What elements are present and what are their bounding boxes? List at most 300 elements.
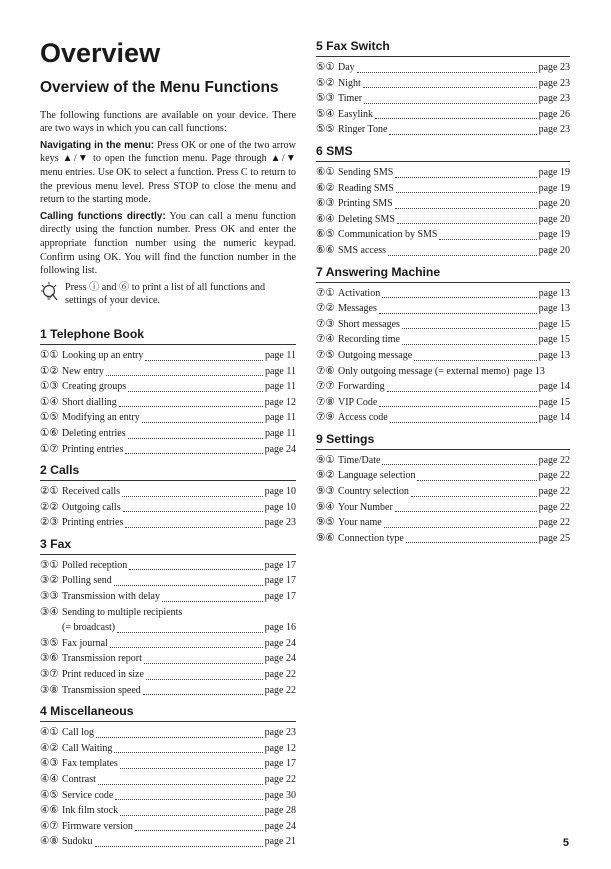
dot-leader <box>162 601 263 602</box>
menu-entry-list <box>316 286 570 426</box>
page-reference: page 20 <box>538 244 570 256</box>
function-number: ①① <box>40 348 59 361</box>
page-reference: page 20 <box>538 213 570 225</box>
function-number: ⑦⑥ <box>316 364 335 377</box>
menu-entry <box>316 227 570 243</box>
function-label: Ink film stock <box>62 805 119 817</box>
page-reference: page 19 <box>538 166 570 178</box>
page-reference: page 15 <box>538 318 570 330</box>
function-number: ⑤② <box>316 76 335 89</box>
function-label: SMS access <box>338 244 387 256</box>
menu-entry <box>40 741 296 757</box>
dot-leader <box>146 679 263 680</box>
function-number: ④⑧ <box>40 835 59 848</box>
dot-leader <box>96 737 263 738</box>
page-reference: page 13 <box>538 287 570 299</box>
function-label: Looking up an entry <box>62 349 144 361</box>
menu-entry <box>40 589 296 605</box>
dot-leader <box>129 569 262 570</box>
menu-entry <box>40 484 296 500</box>
function-label: Polling send <box>62 575 112 587</box>
dot-leader <box>122 496 263 497</box>
menu-entry <box>316 301 570 317</box>
dot-leader <box>117 632 262 633</box>
menu-entry <box>40 410 296 426</box>
page-reference: page 17 <box>264 758 296 770</box>
dot-leader <box>414 360 536 361</box>
page-reference: page 17 <box>264 591 296 603</box>
function-number: ④⑤ <box>40 788 59 801</box>
function-number: ①⑦ <box>40 442 59 455</box>
page-reference: page 22 <box>538 517 570 529</box>
menu-entry-continued <box>40 620 296 636</box>
function-label: Deleting SMS <box>338 213 395 225</box>
nav-paragraph <box>40 139 296 207</box>
function-number: ③③ <box>40 590 59 603</box>
nav-label: Navigating in the menu: <box>40 139 155 151</box>
page-reference: page 23 <box>264 517 296 529</box>
function-number: ⑦⑧ <box>316 395 335 408</box>
function-number: ⑨⑥ <box>316 531 335 544</box>
menu-entry-list <box>316 453 570 547</box>
dot-leader <box>145 360 263 361</box>
dot-leader <box>114 585 263 586</box>
function-label: Access code <box>338 412 388 424</box>
menu-entry <box>316 348 570 364</box>
function-label: Outgoing message <box>338 349 413 361</box>
page-reference: page 23 <box>538 124 570 136</box>
page-reference: page 17 <box>264 559 296 571</box>
dot-leader <box>382 297 536 298</box>
dot-leader <box>95 846 263 847</box>
function-label: Sending to multiple recipients <box>62 606 183 618</box>
page-reference: page 28 <box>264 805 296 817</box>
menu-entry-list <box>40 348 296 457</box>
page-reference: page 11 <box>264 365 296 377</box>
function-number: ③① <box>40 558 59 571</box>
function-label: Only outgoing message (= external memo) <box>338 365 510 377</box>
function-label: Communication by SMS <box>338 229 438 241</box>
dot-leader <box>396 192 537 193</box>
function-number: ③② <box>40 574 59 587</box>
dot-leader <box>144 663 263 664</box>
dot-leader <box>119 406 263 407</box>
dot-leader <box>375 118 537 119</box>
page-reference: page 13 <box>513 365 545 377</box>
menu-entry <box>40 651 296 667</box>
function-label: Printing SMS <box>338 198 393 210</box>
dot-leader <box>411 496 537 497</box>
page-reference: page 22 <box>538 486 570 498</box>
menu-entry <box>316 60 570 76</box>
menu-entry <box>316 332 570 348</box>
menu-entry <box>40 442 296 458</box>
section-heading: 5 Fax Switch <box>316 39 390 53</box>
section-subtitle: Overview of the Menu Functions <box>40 79 279 97</box>
right-column <box>316 38 570 551</box>
function-number: ⑥② <box>316 181 335 194</box>
dot-leader <box>142 422 263 423</box>
menu-entry <box>316 91 570 107</box>
function-number: ①④ <box>40 395 59 408</box>
menu-entry <box>316 286 570 302</box>
section-divider <box>40 344 296 345</box>
dot-leader <box>389 134 536 135</box>
function-number: ①② <box>40 364 59 377</box>
menu-entry <box>316 500 570 516</box>
function-number: ③⑧ <box>40 683 59 696</box>
function-label: Timer <box>338 93 363 105</box>
section-heading: 6 SMS <box>316 143 353 158</box>
function-number: ⑦⑨ <box>316 411 335 424</box>
function-label: Fax journal <box>62 637 108 649</box>
dot-leader <box>106 375 263 376</box>
function-label: Ringer Tone <box>338 124 388 136</box>
menu-entry <box>40 379 296 395</box>
menu-entry <box>40 515 296 531</box>
dot-leader <box>388 255 537 256</box>
function-label: Outgoing calls <box>62 501 121 513</box>
function-number: ③⑦ <box>40 668 59 681</box>
menu-entry <box>40 573 296 589</box>
function-label-continued: (= broadcast) <box>62 622 116 634</box>
page-reference: page 15 <box>538 334 570 346</box>
section-heading: 1 Telephone Book <box>40 326 145 341</box>
page-reference: page 23 <box>538 77 570 89</box>
function-label: Contrast <box>62 774 96 786</box>
menu-entry <box>316 122 570 138</box>
menu-entry <box>40 500 296 516</box>
page-reference: page 10 <box>264 486 296 498</box>
function-label: Recording time <box>338 334 400 346</box>
function-label: Creating groups <box>62 381 127 393</box>
menu-entry <box>40 426 296 442</box>
function-label: Polled reception <box>62 559 128 571</box>
function-label: Day <box>338 62 355 73</box>
page-reference: page 24 <box>264 443 296 455</box>
menu-entry <box>316 196 570 212</box>
dot-leader <box>135 830 263 831</box>
function-number: ⑨⑤ <box>316 516 335 529</box>
function-label: Call log <box>62 727 94 739</box>
section-divider <box>40 480 296 481</box>
function-label: Call Waiting <box>62 742 113 754</box>
function-number: ④⑦ <box>40 819 59 832</box>
page-reference: page 10 <box>264 501 296 513</box>
function-label: VIP Code <box>338 396 378 408</box>
function-label: Short dialling <box>62 396 117 408</box>
section-heading: 3 Fax <box>40 536 72 551</box>
function-number: ⑥⑥ <box>316 243 335 256</box>
menu-entry <box>40 364 296 380</box>
page-reference: page 11 <box>264 381 296 393</box>
tip-icon <box>40 281 60 311</box>
dot-leader <box>143 694 263 695</box>
function-label: Your Number <box>338 501 393 513</box>
function-label: Deleting entries <box>62 427 126 439</box>
menu-entry <box>40 788 296 804</box>
function-number: ③④ <box>40 605 59 618</box>
dot-leader <box>125 453 262 454</box>
menu-entry <box>40 819 296 835</box>
direct-label: Calling functions directly: <box>40 210 166 222</box>
dot-leader <box>395 511 537 512</box>
function-label: Short messages <box>338 318 400 330</box>
dot-leader <box>128 438 263 439</box>
left-column <box>40 38 296 855</box>
menu-entry <box>40 725 296 741</box>
function-label: Service code <box>62 789 114 801</box>
dot-leader <box>417 480 536 481</box>
section-divider <box>316 56 570 57</box>
function-label: Printing entries <box>62 517 124 529</box>
page-reference: page 19 <box>538 182 570 194</box>
menu-entry <box>40 558 296 574</box>
function-number: ⑦⑤ <box>316 348 335 361</box>
function-label: Activation <box>338 287 381 299</box>
function-number: ②① <box>40 485 59 498</box>
dot-leader <box>114 752 262 753</box>
menu-entry <box>316 165 570 181</box>
dot-leader <box>382 464 536 465</box>
tip-box <box>40 281 296 311</box>
function-label: Sudoku <box>62 836 93 848</box>
function-label: Time/Date <box>338 454 381 466</box>
function-number: ⑤③ <box>316 92 335 105</box>
page-reference: page 22 <box>538 454 570 466</box>
dot-leader <box>123 511 263 512</box>
function-number: ⑨③ <box>316 485 335 498</box>
page-reference: page 11 <box>264 349 296 361</box>
menu-entry <box>316 107 570 123</box>
intro-paragraph: The following functions are available on your device. There are two ways in which you can call functions: <box>40 109 296 135</box>
menu-entry <box>316 379 570 395</box>
menu-entry <box>40 605 296 621</box>
menu-entry-list <box>316 60 570 138</box>
dot-leader <box>120 768 263 769</box>
menu-entry <box>316 395 570 411</box>
function-label: Printing entries <box>62 443 124 455</box>
dot-leader <box>364 103 537 104</box>
page-reference: page 12 <box>264 396 296 408</box>
dot-leader <box>125 527 262 528</box>
menu-entry <box>316 515 570 531</box>
function-number: ⑤① <box>316 61 335 73</box>
dot-leader <box>379 406 536 407</box>
page-reference: page 26 <box>538 108 570 120</box>
function-label: Transmission speed <box>62 684 141 696</box>
function-number: ①⑤ <box>40 411 59 424</box>
dot-leader <box>402 328 537 329</box>
section-divider <box>316 161 570 162</box>
page-reference: page 22 <box>264 774 296 786</box>
menu-entry-list <box>40 725 296 850</box>
section-divider <box>316 449 570 450</box>
function-number: ⑤⑤ <box>316 123 335 136</box>
function-label: New entry <box>62 365 104 377</box>
dot-leader <box>120 815 263 816</box>
nav-text: Press OK or one of the two arrow keys ▲/▼ to open the function menu. Page through ▲/▼ menu entries. Use OK to select a function. Press C to return to the previous menu level. Press STOP to close the menu and return to the starting mode. <box>40 139 297 206</box>
function-number: ③⑥ <box>40 652 59 665</box>
page-reference: page 11 <box>264 427 296 439</box>
section-heading: 2 Calls <box>40 463 80 478</box>
function-number: ①③ <box>40 380 59 393</box>
function-number: ⑥⑤ <box>316 228 335 241</box>
function-number: ④③ <box>40 757 59 770</box>
page-reference: page 20 <box>538 198 570 210</box>
section-divider <box>316 282 570 283</box>
function-number: ⑤④ <box>316 107 335 120</box>
page-reference: page 25 <box>538 532 570 544</box>
dot-leader <box>384 527 537 528</box>
page-reference: page 30 <box>264 789 296 801</box>
function-label: Night <box>338 77 361 89</box>
menu-entry-list <box>40 484 296 531</box>
page-reference: page 17 <box>264 575 296 587</box>
page-reference: page 24 <box>264 637 296 649</box>
function-number: ⑨④ <box>316 500 335 513</box>
menu-entry <box>40 772 296 788</box>
page-reference: page 23 <box>538 93 570 105</box>
function-number: ⑨② <box>316 469 335 482</box>
menu-entry <box>40 636 296 652</box>
page-reference: page 22 <box>264 669 296 681</box>
function-label: Forwarding <box>338 381 385 393</box>
page-reference: page 23 <box>538 62 570 73</box>
dot-leader <box>379 313 537 314</box>
dot-leader <box>363 87 537 88</box>
function-label: Your name <box>338 517 382 529</box>
function-number: ②② <box>40 500 59 513</box>
function-label: Language selection <box>338 470 416 482</box>
dot-leader <box>387 391 537 392</box>
page-reference: page 14 <box>538 381 570 393</box>
function-number: ⑨① <box>316 453 335 466</box>
menu-entry <box>40 834 296 850</box>
dot-leader <box>128 391 263 392</box>
dot-leader <box>110 647 263 648</box>
function-number: ⑥① <box>316 165 335 178</box>
function-label: Easylink <box>338 108 373 120</box>
function-label: Country selection <box>338 486 409 498</box>
dot-leader <box>439 239 536 240</box>
page-reference: page 19 <box>538 229 570 241</box>
function-number: ②③ <box>40 516 59 529</box>
menu-entry <box>316 76 570 92</box>
menu-entry <box>316 484 570 500</box>
page-reference: page 13 <box>538 303 570 315</box>
direct-text: You can call a menu function directly using the function number. Press OK and enter the appropriate function number using the numeric keypad. Confirm using OK. You will find the function number in the following list. <box>40 210 296 277</box>
function-label: Print reduced in size <box>62 669 144 681</box>
page-reference: page 16 <box>264 622 296 634</box>
menu-entry-list <box>40 558 296 698</box>
dot-leader <box>115 799 262 800</box>
menu-entry <box>316 453 570 469</box>
page-reference: page 22 <box>538 501 570 513</box>
function-label: Modifying an entry <box>62 412 140 424</box>
menu-entry <box>316 410 570 426</box>
function-number: ④⑥ <box>40 804 59 817</box>
function-label: Reading SMS <box>338 182 394 194</box>
function-label: Fax templates <box>62 758 118 770</box>
function-number: ④① <box>40 726 59 739</box>
dot-leader <box>390 422 537 423</box>
page-reference: page 24 <box>264 653 296 665</box>
function-label: Transmission with delay <box>62 591 160 603</box>
function-number: ⑥④ <box>316 212 335 225</box>
function-number: ①⑥ <box>40 426 59 439</box>
function-number: ⑦① <box>316 286 335 299</box>
function-label: Connection type <box>338 532 404 544</box>
menu-entry <box>316 212 570 228</box>
menu-entry <box>316 243 570 259</box>
function-number: ⑦⑦ <box>316 380 335 393</box>
function-label: Messages <box>338 303 377 315</box>
menu-entry <box>40 348 296 364</box>
page-title: Overview <box>40 38 161 68</box>
menu-entry <box>316 468 570 484</box>
dot-leader <box>395 177 536 178</box>
section-divider <box>40 721 296 722</box>
menu-entry-list <box>316 165 570 259</box>
menu-entry <box>316 531 570 547</box>
menu-entry <box>40 667 296 683</box>
menu-entry <box>40 756 296 772</box>
function-label: Firmware version <box>62 820 133 832</box>
function-number: ④② <box>40 741 59 754</box>
menu-entry <box>40 395 296 411</box>
section-heading: 9 Settings <box>316 431 375 446</box>
page-reference: page 11 <box>264 412 296 424</box>
page-reference: page 21 <box>264 836 296 848</box>
function-number: ⑥③ <box>316 197 335 210</box>
dot-leader <box>98 784 263 785</box>
function-label: Transmission report <box>62 653 142 665</box>
function-number: ④④ <box>40 773 59 786</box>
menu-entry <box>316 181 570 197</box>
dot-leader <box>397 223 537 224</box>
page-number: 5 <box>562 837 569 849</box>
function-label: Sending SMS <box>338 166 394 178</box>
page-reference: page 14 <box>538 412 570 424</box>
section-divider <box>40 554 296 555</box>
menu-entry <box>40 683 296 699</box>
dot-leader <box>402 344 537 345</box>
page-reference: page 15 <box>538 396 570 408</box>
page-reference: page 22 <box>538 470 570 482</box>
menu-entry <box>40 803 296 819</box>
function-label: Received calls <box>62 486 121 498</box>
tip-text: Press ⓘ and ⑥ to print a list of all functions and settings of your device. <box>65 281 266 307</box>
function-number: ③⑤ <box>40 636 59 649</box>
menu-entry <box>316 364 570 380</box>
direct-paragraph <box>40 210 296 278</box>
page-reference: page 13 <box>538 349 570 361</box>
function-number: ⑦② <box>316 302 335 315</box>
function-number: ⑦④ <box>316 333 335 346</box>
left-sections <box>40 326 296 850</box>
page-reference: page 24 <box>264 820 296 832</box>
dot-leader <box>406 542 537 543</box>
section-heading: 4 Miscellaneous <box>40 704 134 719</box>
dot-leader <box>357 72 537 73</box>
section-heading: 7 Answering Machine <box>316 264 441 279</box>
page-reference: page 22 <box>264 684 296 696</box>
page-reference: page 12 <box>264 742 296 754</box>
function-number: ⑦③ <box>316 317 335 330</box>
menu-entry <box>316 317 570 333</box>
dot-leader <box>395 208 537 209</box>
